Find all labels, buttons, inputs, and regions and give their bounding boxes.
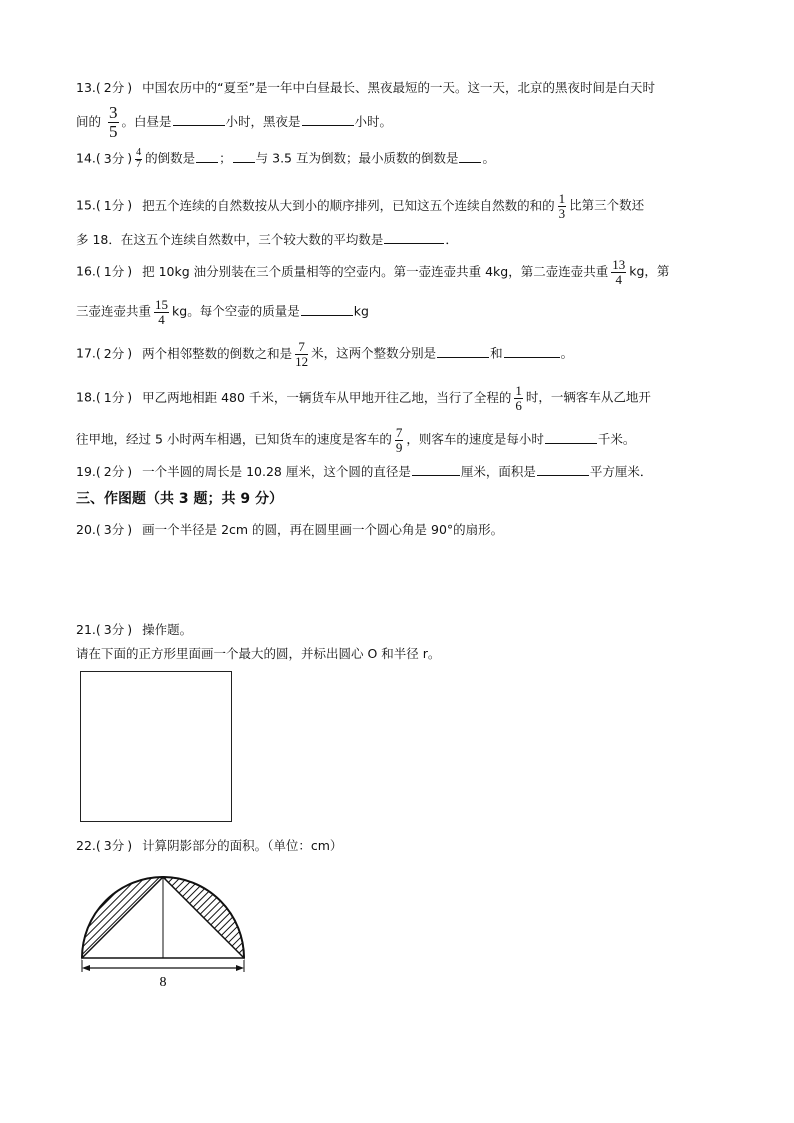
q13-text: 中国农历中的“夏至”是一年中白昼最长、黑夜最短的一天。这一天，北京的黑夜时间是白天时 <box>142 80 656 95</box>
q16-text-1: 把 10kg 油分别装在三个质量相等的空壶内。第一壶连壶共重 4kg，第二壶连壶共重 <box>142 263 609 279</box>
q16-line1 <box>76 258 669 286</box>
q17-blank-1[interactable] <box>437 346 489 358</box>
q17-blank-2[interactable] <box>504 346 560 358</box>
q19-blank-2[interactable] <box>537 464 589 476</box>
q16-text-1b: kg，第 <box>629 263 670 279</box>
q15-text-1: 把五个连续的自然数按从大到小的顺序排列，已知这五个连续自然数的和的 <box>142 197 555 213</box>
q13-text-c: 小时，黑夜是 <box>225 113 301 129</box>
q13-text-a: 间的 <box>76 113 102 129</box>
q15-fraction: $\frac{1}{3}$ <box>558 191 566 221</box>
q19-text-3: 平方厘米． <box>589 464 653 479</box>
q22-text: 计算阴影部分的面积。（单位：cm） <box>142 838 343 853</box>
q13-blank-2[interactable] <box>302 114 354 126</box>
q13-score: 2分 <box>103 80 125 95</box>
q21-number: 21.( <box>76 622 101 637</box>
q19-paren: ) <box>127 464 133 479</box>
q20-number: 20.( <box>76 522 101 537</box>
q19-score: 2分 <box>103 464 125 479</box>
q15-text-1b: 比第三个数还 <box>569 197 645 213</box>
q15-line2 <box>76 232 458 247</box>
q17-text-2: 米，这两个整数分别是 <box>311 345 437 361</box>
q13-line1 <box>76 82 655 95</box>
q17-text-3: 和 <box>490 345 503 361</box>
q20-text: 画一个半径是 2cm 的圆，再在圆里画一个圆心角是 90°的扇形。 <box>142 522 504 537</box>
q16-text-2b: kg。每个空壶的质量是 <box>172 303 300 319</box>
q15-text-end: ． <box>445 232 458 247</box>
q18-text-1: 甲乙两地相距 480 千米，一辆货车从甲地开往乙地，当行了全程的 <box>142 389 512 405</box>
q17-number: 17.( <box>76 345 101 361</box>
q13-line2 <box>76 104 392 141</box>
q15-text-2: 多 18．在这五个连续自然数中，三个较大数的平均数是 <box>76 232 384 247</box>
q16-score: 1分 <box>103 263 125 279</box>
shaded-region-left <box>82 877 163 958</box>
q22-line <box>76 840 342 853</box>
q21-line1 <box>76 624 192 637</box>
arrow-right-icon <box>236 965 244 971</box>
q19-number: 19.( <box>76 464 101 479</box>
q17-line <box>76 340 573 368</box>
q18-score: 1分 <box>103 389 125 405</box>
semicircle-figure <box>76 868 262 992</box>
q18-line1 <box>76 384 651 412</box>
q14-number: 14.( <box>76 150 101 166</box>
q16-text-2a: 三壶连壶共重 <box>76 303 152 319</box>
section-heading: 三、作图题（共 3 题；共 9 分） <box>76 491 283 507</box>
q18-paren: ) <box>127 389 133 405</box>
q18-text-2a: 往甲地，经过 5 小时两车相遇，已知货车的速度是客车的 <box>76 431 392 447</box>
q15-blank[interactable] <box>384 232 444 244</box>
q22-number: 22.( <box>76 838 101 853</box>
q16-line2 <box>76 298 369 326</box>
q17-fraction: $\frac{7}{12}$ <box>295 339 309 369</box>
q22-paren: ) <box>127 838 133 853</box>
q14-score: 3分 <box>103 150 125 166</box>
q18-line2 <box>76 426 635 454</box>
q21-score: 3分 <box>103 622 125 637</box>
q14-blank-1[interactable] <box>196 151 218 163</box>
q17-text-1: 两个相邻整数的倒数之和是 <box>142 345 293 361</box>
q14-paren: ) <box>127 150 133 166</box>
q21-line2: 请在下面的正方形里面画一个最大的圆，并标出圆心 O 和半径 r。 <box>76 646 441 661</box>
q15-line1 <box>76 192 644 220</box>
q14-blank-3[interactable] <box>459 151 481 163</box>
q14-text-4: 。 <box>482 150 495 166</box>
q17-score: 2分 <box>103 345 125 361</box>
q13-text-b: 。白昼是 <box>121 113 172 129</box>
q13-number: 13.( <box>76 80 101 95</box>
q20-score: 3分 <box>103 522 125 537</box>
q16-fraction-1: $\frac{13}{4}$ <box>612 257 626 287</box>
q13-blank-1[interactable] <box>173 114 225 126</box>
q18-number: 18.( <box>76 389 101 405</box>
arrow-left-icon <box>82 965 90 971</box>
q18-blank[interactable] <box>545 432 597 444</box>
q15-score: 1分 <box>103 197 125 213</box>
q14-text-1: 的倒数是 <box>145 150 196 166</box>
q14-text-3: 与 3.5 互为倒数；最小质数的倒数是 <box>255 150 459 166</box>
q18-text-2b: ，则客车的速度是每小时 <box>406 431 544 447</box>
q22-score: 3分 <box>103 838 125 853</box>
q15-number: 15.( <box>76 197 101 213</box>
q18-text-2c: 千米。 <box>597 431 636 447</box>
q20-line <box>76 524 503 537</box>
q19-text-1: 一个半圆的周长是 10.28 厘米，这个圆的直径是 <box>142 464 411 479</box>
q20-paren: ) <box>127 522 133 537</box>
q13-paren: ) <box>127 80 133 95</box>
q15-paren: ) <box>127 197 133 213</box>
dimension-label: 8 <box>159 975 167 990</box>
q14-line <box>76 148 495 170</box>
q14-blank-2[interactable] <box>233 151 255 163</box>
q16-number: 16.( <box>76 263 101 279</box>
q14-fraction: $\frac{4}{7}$ <box>136 147 142 170</box>
q16-fraction-2: $\frac{15}{4}$ <box>155 297 169 327</box>
q16-paren: ) <box>127 263 133 279</box>
q14-text-2: ； <box>219 150 232 166</box>
drawing-square[interactable] <box>80 671 232 822</box>
q13-text-d: 小时。 <box>354 113 393 129</box>
q19-line <box>76 464 652 479</box>
q17-text-4: 。 <box>560 345 574 361</box>
q16-blank[interactable] <box>301 304 353 316</box>
q18-fraction-2: $\frac{7}{9}$ <box>395 425 403 455</box>
q19-blank-1[interactable] <box>412 464 460 476</box>
q21-text: 操作题。 <box>142 622 193 637</box>
q19-text-2: 厘米，面积是 <box>460 464 536 479</box>
shaded-region-right <box>163 877 244 958</box>
q16-text-2c: kg <box>353 303 369 319</box>
q17-paren: ) <box>127 345 133 361</box>
q18-text-1b: 时，一辆客车从乙地开 <box>525 389 651 405</box>
q21-paren: ) <box>127 622 133 637</box>
q13-fraction: $\frac{3}{5}$ <box>109 103 118 141</box>
q18-fraction-1: $\frac{1}{6}$ <box>515 383 522 413</box>
